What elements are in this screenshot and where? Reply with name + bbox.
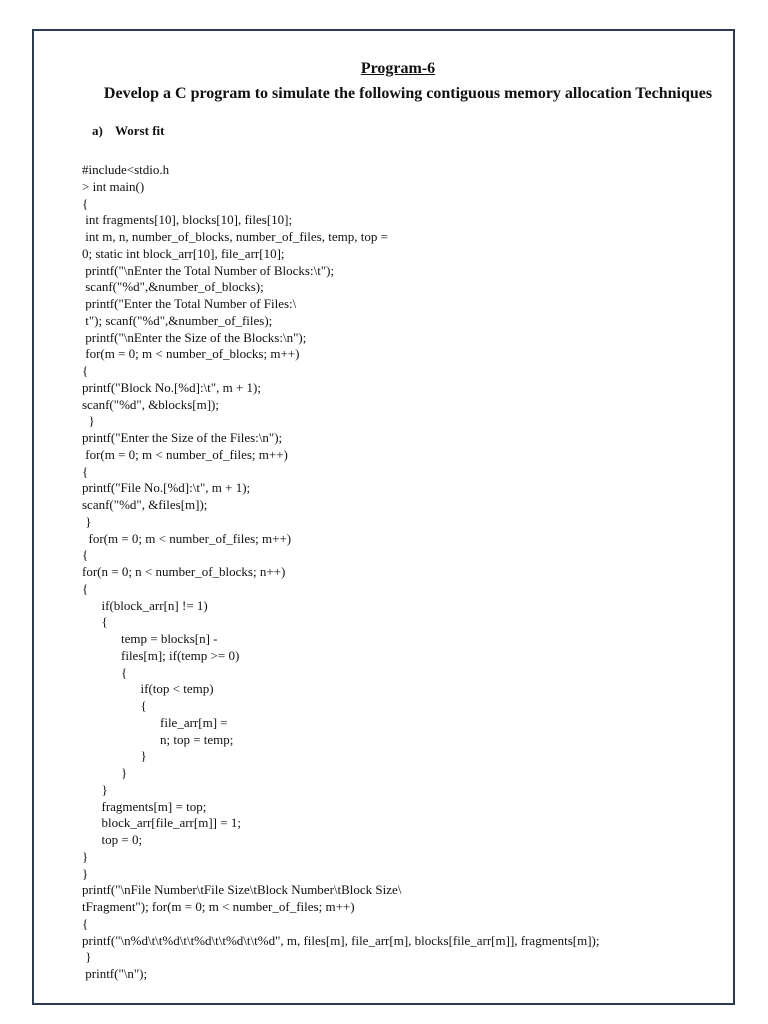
code-line: files[m]; if(temp >= 0) (82, 647, 240, 663)
code-line: printf("File No.[%d]:\t", m + 1); (82, 480, 251, 496)
code-line: t"); scanf("%d",&number_of_files); (82, 312, 273, 328)
section-marker: a) (92, 123, 103, 138)
code-line: printf("Block No.[%d]:\t", m + 1); (82, 379, 261, 395)
program-title: Program-6 (360, 60, 436, 77)
code-line: scanf("%d", &blocks[m]); (82, 396, 219, 412)
code-line: } (82, 848, 89, 864)
code-line: scanf("%d",&number_of_blocks); (82, 279, 264, 295)
code-line: 0; static int block_arr[10], file_arr[10]; (82, 245, 285, 261)
code-line: printf("\n%d\t\t%d\t\t%d\t\t%d\t\t%d", m, files[m], file_arr[m], blocks[file_arr[m]], fragments[m]); (82, 932, 600, 948)
code-line: { (82, 664, 128, 680)
program-description: Develop a C program to simulate the following contiguous memory allocation Techniques (103, 85, 713, 102)
code-line: int m, n, number_of_blocks, number_of_files, temp, top = (82, 229, 388, 244)
code-line: } (82, 765, 128, 780)
code-line: if(top < temp) (82, 681, 214, 697)
code-line: { (82, 195, 89, 211)
code-line: printf("\n"); (82, 966, 148, 981)
code-line: n; top = temp; (82, 731, 234, 747)
code-line: } (82, 748, 147, 764)
code-line: printf("Enter the Total Number of Files:\ (82, 296, 297, 311)
code-line: printf("Enter the Size of the Files:\n"); (82, 430, 283, 445)
code-line: fragments[m] = top; (82, 798, 207, 814)
code-line: #include<stdio.h (82, 162, 170, 177)
code-line: { (82, 363, 89, 378)
code-line: printf("\nFile Number\tFile Size\tBlock Number\tBlock Size\ (82, 882, 402, 898)
section-heading (92, 123, 164, 139)
code-line: { (82, 463, 89, 479)
code-line: } (82, 513, 92, 529)
code-line: } (82, 413, 95, 429)
code-line: > int main() (82, 178, 145, 194)
code-line: { (82, 915, 89, 931)
code-line: printf("\nEnter the Total Number of Blocks:\t"); (82, 262, 335, 278)
code-line: for(m = 0; m < number_of_files; m++) (82, 530, 292, 546)
code-line: { (82, 547, 89, 563)
code-line: int fragments[10], blocks[10], files[10]; (82, 212, 293, 228)
code-line: temp = blocks[n] - (82, 631, 218, 646)
code-line: for(m = 0; m < number_of_blocks; m++) (82, 346, 300, 362)
code-line: { (82, 580, 89, 596)
code-line: } (82, 865, 89, 881)
code-line: if(block_arr[n] != 1) (82, 597, 208, 613)
code-line: for(n = 0; n < number_of_blocks; n++) (82, 564, 286, 579)
code-line: { (82, 614, 108, 630)
code-line: } (82, 949, 92, 965)
code-line: for(m = 0; m < number_of_files; m++) (82, 446, 288, 462)
code-line: block_arr[file_arr[m]] = 1; (82, 815, 241, 831)
code-line: scanf("%d", &files[m]); (82, 497, 208, 512)
code-line: printf("\nEnter the Size of the Blocks:\n"); (82, 329, 307, 345)
code-line: top = 0; (82, 832, 143, 847)
code-line: { (82, 698, 147, 713)
code-line: } (82, 781, 108, 797)
code-listing (82, 162, 599, 983)
code-line: tFragment"); for(m = 0; m < number_of_files; m++) (82, 899, 355, 914)
section-label: Worst fit (115, 123, 165, 138)
code-line: file_arr[m] = (82, 714, 228, 730)
